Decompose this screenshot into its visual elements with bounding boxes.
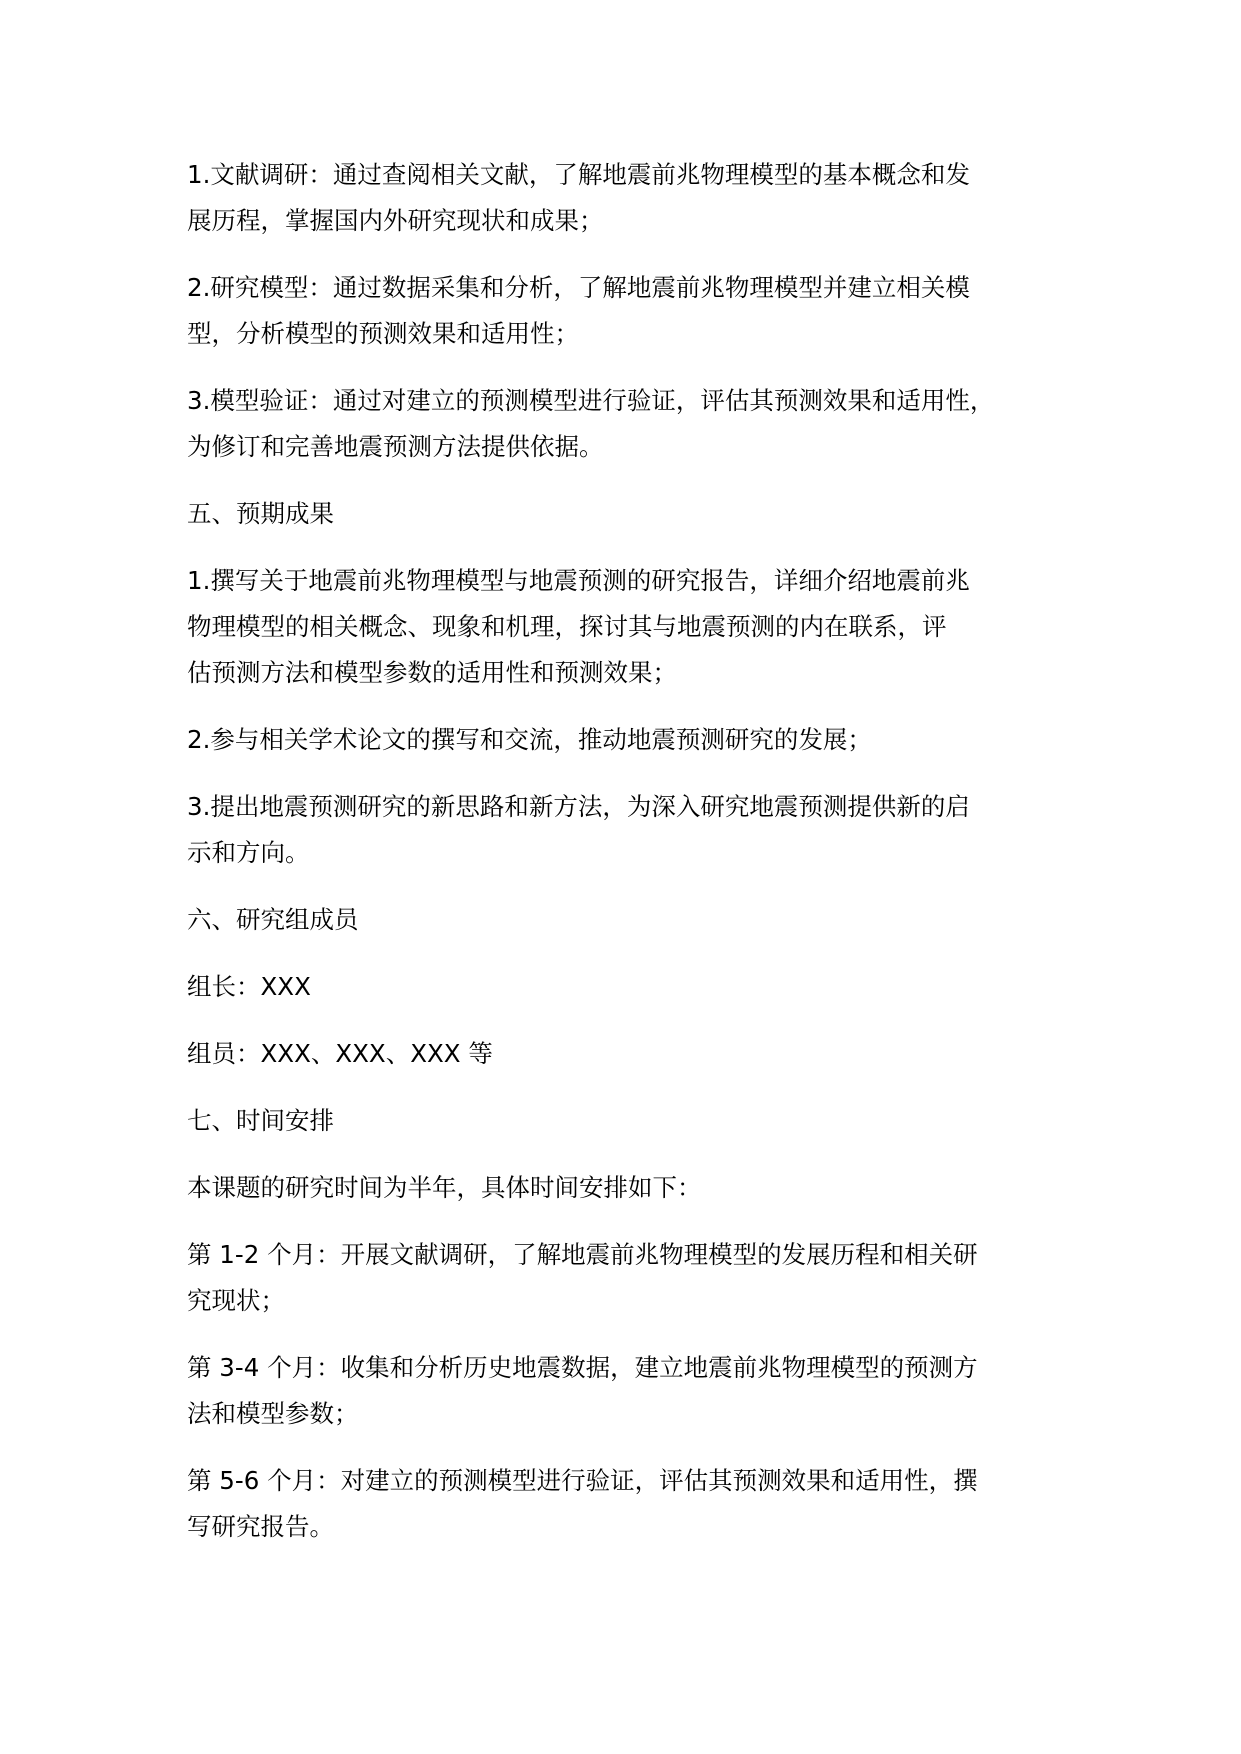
paragraph-team-members (187, 1031, 1082, 1077)
section-heading: 六、研究组成员 (187, 905, 359, 934)
paragraph-schedule-months-1-2 (187, 1232, 1082, 1324)
paragraph-line: 3.模型验证：通过对建立的预测模型进行验证，评估其预测效果和适用性， (187, 386, 995, 415)
section-heading-expected-results (187, 491, 1082, 537)
paragraph-line: 组员：XXX、XXX、XXX 等 (187, 1039, 493, 1068)
paragraph-line: 2.参与相关学术论文的撰写和交流，推动地震预测研究的发展； (187, 725, 872, 754)
paragraph-line: 1.撰写关于地震前兆物理模型与地震预测的研究报告，详细介绍地震前兆 (187, 566, 970, 595)
paragraph-line: 法和模型参数； (187, 1399, 359, 1428)
paragraph-line: 本课题的研究时间为半年，具体时间安排如下： (187, 1173, 702, 1202)
paragraph-line: 为修订和完善地震预测方法提供依据。 (187, 432, 604, 461)
paragraph-model-validation (187, 378, 1082, 470)
section-heading: 七、时间安排 (187, 1106, 334, 1135)
paragraph-team-leader (187, 964, 1082, 1010)
paragraph-line: 物理模型的相关概念、现象和机理，探讨其与地震预测的内在联系，评 (187, 612, 947, 641)
section-heading-schedule (187, 1098, 1082, 1144)
paragraph-line: 第 5-6 个月：对建立的预测模型进行验证，评估其预测效果和适用性，撰 (187, 1466, 978, 1495)
paragraph-line: 组长：XXX (187, 972, 311, 1001)
paragraph-literature-review (187, 152, 1082, 244)
paragraph-line: 3.提出地震预测研究的新思路和新方法，为深入研究地震预测提供新的启 (187, 792, 970, 821)
document-body (187, 152, 1082, 1571)
paragraph-line: 估预测方法和模型参数的适用性和预测效果； (187, 658, 677, 687)
paragraph-research-report (187, 558, 1082, 696)
paragraph-line: 第 1-2 个月：开展文献调研，了解地震前兆物理模型的发展历程和相关研 (187, 1240, 978, 1269)
paragraph-schedule-months-5-6 (187, 1458, 1082, 1550)
paragraph-line: 第 3-4 个月：收集和分析历史地震数据，建立地震前兆物理模型的预测方 (187, 1353, 978, 1382)
paragraph-line: 示和方向。 (187, 838, 310, 867)
paragraph-line: 展历程，掌握国内外研究现状和成果； (187, 206, 604, 235)
paragraph-line: 2.研究模型：通过数据采集和分析，了解地震前兆物理模型并建立相关模 (187, 273, 970, 302)
paragraph-research-model (187, 265, 1082, 357)
paragraph-line: 1.文献调研：通过查阅相关文献，了解地震前兆物理模型的基本概念和发 (187, 160, 970, 189)
paragraph-line: 型，分析模型的预测效果和适用性； (187, 319, 579, 348)
paragraph-schedule-months-3-4 (187, 1345, 1082, 1437)
section-heading-team-members (187, 897, 1082, 943)
paragraph-line: 究现状； (187, 1286, 285, 1315)
paragraph-line: 写研究报告。 (187, 1512, 334, 1541)
paragraph-new-ideas (187, 784, 1082, 876)
section-heading: 五、预期成果 (187, 499, 334, 528)
paragraph-academic-papers (187, 717, 1082, 763)
paragraph-schedule-intro (187, 1165, 1082, 1211)
